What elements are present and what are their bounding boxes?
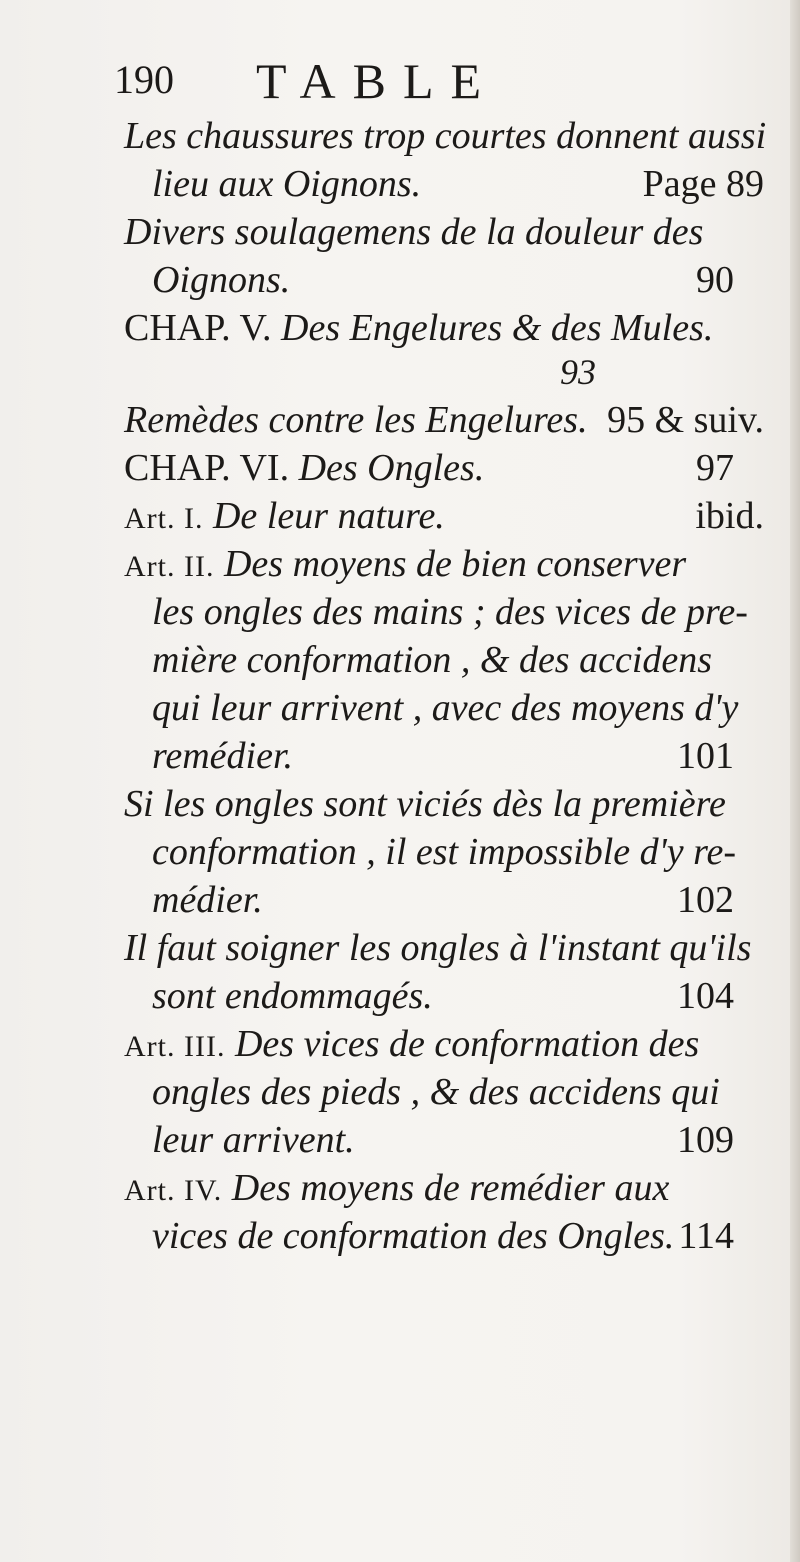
- toc-line: [124, 926, 764, 970]
- entry-text: Oignons.: [152, 259, 291, 301]
- toc-line: [152, 734, 764, 778]
- page-reference: 109: [677, 1119, 734, 1161]
- entry-text: Si les ongles sont viciés dès la première: [124, 783, 726, 825]
- toc-line: [124, 306, 764, 350]
- entry-text: qui leur arrivent , avec des moyens d'y: [152, 687, 739, 729]
- toc-line: [124, 114, 767, 158]
- toc-line: [124, 398, 764, 442]
- entry-text: remédier.: [152, 735, 294, 777]
- toc-line: [152, 830, 764, 874]
- page-reference: 114: [678, 1215, 734, 1257]
- entry-text: médier.: [152, 879, 263, 921]
- entry-text: lieu aux Oignons.: [152, 163, 422, 205]
- entry-text: vices de conformation des Ongles.: [152, 1215, 675, 1257]
- toc-line: [152, 1214, 764, 1258]
- toc-line: [152, 878, 764, 922]
- page-reference: 93: [560, 352, 596, 392]
- toc-line: [124, 494, 764, 538]
- toc-line: [124, 542, 764, 586]
- entry-text: conformation , il est impossible d'y re-: [152, 831, 737, 873]
- page-reference: Page 89: [642, 163, 764, 205]
- toc-line: [152, 590, 764, 634]
- toc-line: [152, 686, 764, 730]
- page-reference: ibid.: [695, 495, 764, 537]
- entry-text: Des moyens de remédier aux: [231, 1167, 670, 1209]
- page-reference: 97: [696, 447, 734, 489]
- entry-text: De leur nature.: [212, 495, 445, 537]
- chapter-label: CHAP. VI.: [124, 447, 290, 489]
- article-label: Art. II.: [124, 550, 215, 583]
- page-reference: 101: [677, 735, 734, 777]
- article-label: Art. IV.: [124, 1174, 223, 1207]
- chapter-label: CHAP. V.: [124, 307, 272, 349]
- entry-text: Des moyens de bien conserver: [223, 543, 687, 585]
- toc-line: [152, 258, 764, 302]
- toc-line: [124, 210, 764, 254]
- toc-line: [152, 1070, 764, 1114]
- entry-text: Les chaussures trop courtes donnent aussi: [124, 115, 767, 157]
- toc-line: [152, 638, 764, 682]
- page-reference: 104: [677, 975, 734, 1017]
- toc-line: [124, 1022, 764, 1066]
- running-head: [114, 52, 674, 109]
- toc-line: [152, 974, 764, 1018]
- entry-text: Il faut soigner les ongles à l'instant qu'ils: [124, 927, 752, 969]
- page-title: TABLE: [256, 53, 499, 109]
- entry-text: Remèdes contre les Engelures.: [124, 399, 588, 441]
- entry-text: mière conformation , & des accidens: [152, 639, 713, 681]
- entry-text: Divers soulagemens de la douleur des: [124, 211, 704, 253]
- page-number: 190: [114, 57, 174, 102]
- entry-text: les ongles des mains ; des vices de pre-: [152, 591, 748, 633]
- entry-text: sont endommagés.: [152, 975, 433, 1017]
- page-reference: 95 & suiv.: [607, 399, 764, 441]
- toc-line: [152, 1118, 764, 1162]
- entry-text: Des Engelures & des Mules.: [281, 307, 714, 349]
- toc-line: [152, 162, 764, 206]
- entry-text: ongles des pieds , & des accidens qui: [152, 1071, 720, 1113]
- entry-text: leur arrivent.: [152, 1119, 355, 1161]
- article-label: Art. I.: [124, 502, 204, 535]
- toc-line: [124, 782, 764, 826]
- page-reference: 102: [677, 879, 734, 921]
- entry-text: Des Ongles.: [298, 447, 485, 489]
- toc-line: [124, 446, 764, 490]
- entry-text: Des vices de conformation des: [234, 1023, 700, 1065]
- page-reference: 90: [696, 259, 734, 301]
- page-edge: [790, 0, 800, 1562]
- article-label: Art. III.: [124, 1030, 226, 1063]
- toc-line: [124, 1166, 764, 1210]
